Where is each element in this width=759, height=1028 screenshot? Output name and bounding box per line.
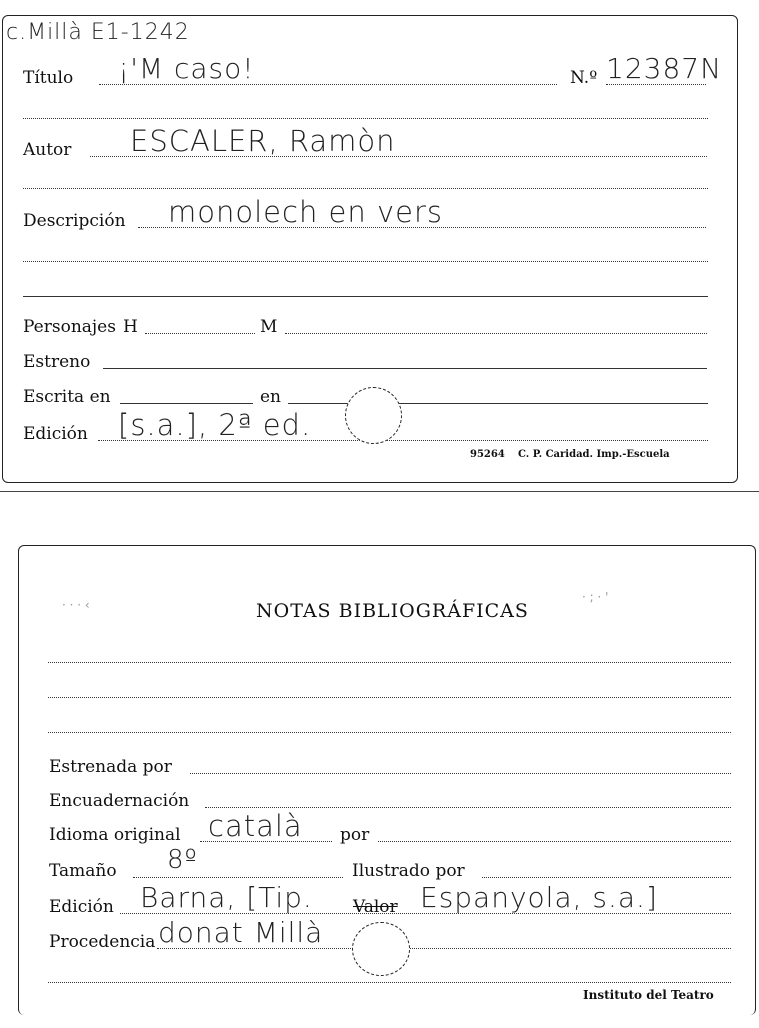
titulo-continuation-line <box>23 118 708 119</box>
encuadernacion-label: Encuadernación <box>49 791 190 811</box>
tamano-label: Tamaño <box>49 861 117 881</box>
stamp-circle-back <box>352 922 410 976</box>
procedencia-label: Procedencia <box>49 932 156 952</box>
notas-heading: NOTAS BIBLIOGRÁFICAS <box>256 600 529 622</box>
ilustrado-label: Ilustrado por <box>352 861 465 881</box>
catalog-code: c.Millà E1-1242 <box>6 20 190 45</box>
encuadernacion-line <box>205 807 731 808</box>
notas-line-3 <box>48 732 731 733</box>
cut-line <box>0 491 759 492</box>
m-line <box>285 333 707 334</box>
edicion-value: [s.a.], 2ª ed. <box>118 408 312 442</box>
escrita-line <box>120 403 253 404</box>
titulo-label: Título <box>23 68 74 88</box>
autor-label: Autor <box>23 140 72 160</box>
notas-line-2 <box>48 697 731 698</box>
footer-institution: Instituto del Teatro <box>583 988 714 1002</box>
descripcion-line-2 <box>23 261 708 262</box>
edicion-back-struck-text: Valor <box>353 897 398 917</box>
personajes-label: Personajes <box>23 317 116 337</box>
h-line <box>145 333 255 334</box>
ilustrado-line <box>482 877 731 878</box>
autor-value: ESCALER, Ramòn <box>130 124 396 158</box>
numero-label: N.º <box>570 68 598 88</box>
edicion-back-value-b: Espanyola, s.a.] <box>420 881 658 914</box>
titulo-value: ¡'M caso! <box>118 52 255 85</box>
procedencia-value: donat Millà <box>158 916 324 949</box>
por-line <box>378 841 731 842</box>
estrenada-label: Estrenada por <box>49 757 172 777</box>
bottom-line <box>48 982 731 983</box>
descripcion-line-3 <box>23 296 708 297</box>
printer-imprint: C. P. Caridad. Imp.-Escuela <box>518 449 670 460</box>
estreno-label: Estreno <box>23 352 91 372</box>
tamano-value: 8º <box>167 845 198 875</box>
numero-value: 12387N <box>606 52 723 85</box>
edicion-back-label: Edición <box>49 897 114 917</box>
estreno-line <box>103 368 707 369</box>
escrita-label: Escrita en <box>23 387 111 407</box>
printer-number: 95264 <box>470 449 505 460</box>
descripcion-label: Descripción <box>23 211 126 231</box>
autor-continuation-line <box>23 188 708 189</box>
h-label: H <box>123 317 138 337</box>
tamano-line <box>133 877 343 878</box>
en-label: en <box>260 387 282 407</box>
estrenada-line <box>190 773 731 774</box>
notas-line-1 <box>48 662 731 663</box>
m-label: M <box>260 317 278 337</box>
edicion-label: Edición <box>23 424 88 444</box>
por-label: por <box>340 825 370 845</box>
idioma-label: Idioma original <box>49 825 181 845</box>
idioma-value: català <box>208 809 303 843</box>
descripcion-value: monolech en vers <box>168 195 444 229</box>
stamp-circle <box>345 387 402 444</box>
edicion-back-value-a: Barna, [Tip. <box>140 881 313 914</box>
